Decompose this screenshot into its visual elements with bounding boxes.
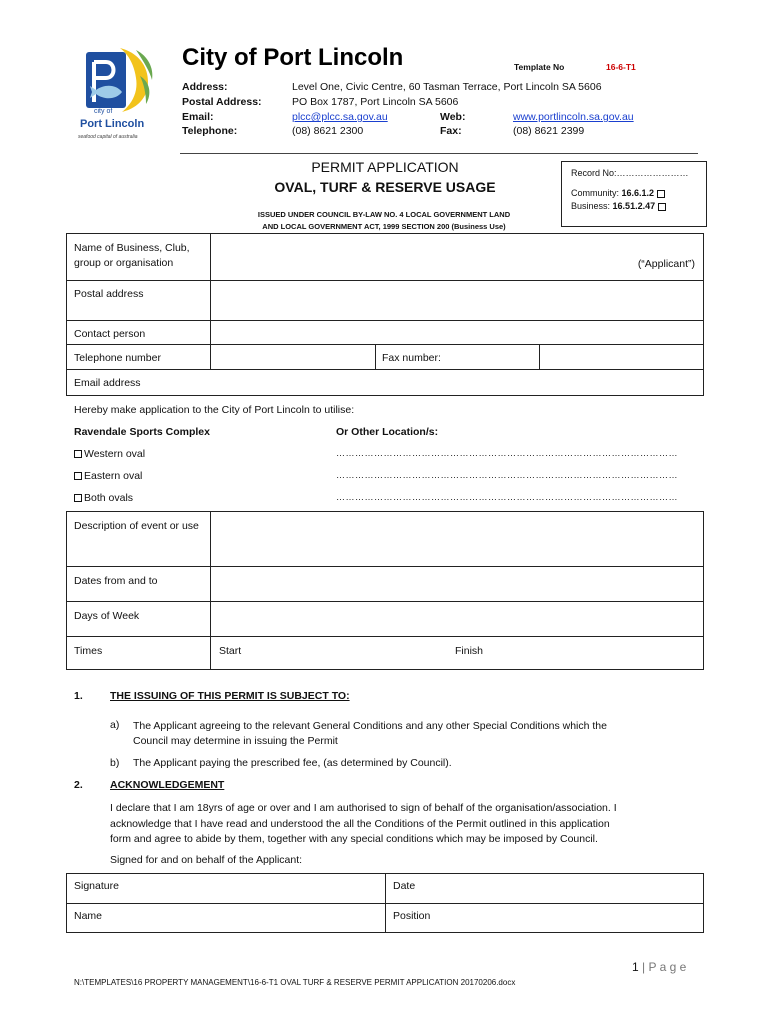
section1-heading: THE ISSUING OF THIS PERMIT IS SUBJECT TO: — [110, 690, 350, 702]
position-field[interactable]: Position — [393, 910, 431, 922]
condition-a-line2: Council may determine in issuing the Permit — [133, 735, 338, 747]
header-divider — [180, 153, 698, 154]
signed-on-behalf: Signed for and on behalf of the Applicant: — [110, 854, 303, 866]
business-number: 16.51.2.47 — [612, 201, 656, 211]
footer-path: N:\TEMPLATES\16 PROPERTY MANAGEMENT\16-6-T1 OVAL TURF & RESERVE PERMIT APPLICATION 20170206.docx — [74, 978, 516, 987]
acknowledgement-text — [110, 801, 700, 848]
community-checkbox[interactable] — [657, 190, 665, 198]
ravendale-heading: Ravendale Sports Complex — [74, 426, 210, 438]
council-title: City of Port Lincoln — [182, 44, 404, 71]
acknowledgement-line1: I declare that I am 18yrs of age or over and I am authorised to sign of behalf of the organisation/association. I — [110, 802, 617, 814]
application-intro: Hereby make application to the City of Port Lincoln to utilise: — [74, 404, 355, 416]
applicant-label: (“Applicant”) — [637, 258, 695, 270]
date-field[interactable]: Date — [393, 880, 416, 892]
description-field[interactable] — [211, 513, 703, 565]
condition-b-text: The Applicant paying the prescribed fee, (as determined by Council). — [133, 757, 452, 769]
section1-number: 1. — [74, 690, 83, 702]
acknowledgement-line3: form and agree to abide by them, together with any special conditions which may be imposed by Council. — [110, 833, 598, 845]
western-oval-label: Western oval — [84, 448, 146, 460]
permit-title — [230, 157, 540, 197]
acknowledgement-line2: acknowledge that I have read and understood the all the Conditions of the Permit outlined in this application — [110, 817, 610, 830]
logo-emblem — [74, 42, 164, 114]
condition-a-line1: The Applicant agreeing to the relevant General Conditions and any other Special Conditions which the — [133, 720, 607, 732]
description-label: Description of event or use — [74, 520, 199, 532]
address-value: Level One, Civic Centre, 60 Tasman Terrace, Port Lincoln SA 5606 — [292, 81, 602, 93]
logo-text-2: Port Lincoln — [80, 118, 145, 130]
telephone-value: (08) 8621 2300 — [292, 125, 364, 137]
times-label: Times — [74, 645, 103, 657]
email-label: Email: — [182, 111, 214, 123]
name-field[interactable]: Name — [74, 910, 103, 922]
community-number: 16.6.1.2 — [621, 188, 655, 198]
issued-line2: AND LOCAL GOVERNMENT ACT, 1999 SECTION 200 (Business Use) — [262, 222, 506, 231]
address-label: Address: — [182, 81, 228, 93]
community-label: Community: — [571, 188, 620, 198]
email-address-field[interactable] — [211, 370, 703, 395]
issued-line1: ISSUED UNDER COUNCIL BY-LAW NO. 4 LOCAL GOVERNMENT LAND — [257, 210, 511, 219]
fax-label: Fax: — [440, 125, 462, 137]
council-logo — [74, 42, 164, 152]
issued-under-text — [228, 209, 540, 233]
web-label: Web: — [440, 111, 466, 123]
fax-number-field[interactable] — [540, 345, 703, 368]
email-link[interactable]: plcc@plcc.sa.gov.au — [292, 111, 388, 123]
condition-b-marker: b) — [110, 757, 120, 769]
dates-field[interactable] — [211, 567, 703, 600]
contact-person-field[interactable] — [211, 321, 703, 343]
community-record — [571, 187, 697, 200]
email-address-label: Email address — [74, 377, 141, 389]
web-link[interactable]: www.portlincoln.sa.gov.au — [513, 111, 634, 123]
both-ovals-label: Both ovals — [84, 492, 134, 504]
condition-a-text — [133, 719, 698, 749]
western-oval-option[interactable] — [74, 448, 145, 460]
logo-text-1: city of — [94, 108, 113, 115]
eastern-oval-checkbox[interactable] — [74, 472, 82, 480]
section2-heading: ACKNOWLEDGEMENT — [110, 779, 225, 791]
record-box — [561, 161, 707, 227]
start-time-field[interactable]: Start — [219, 645, 242, 657]
permit-title-line1: PERMIT APPLICATION — [311, 159, 459, 175]
days-of-week-label: Days of Week — [74, 610, 140, 622]
contact-person-label: Contact person — [74, 328, 146, 340]
fax-number-label: Fax number: — [382, 352, 441, 364]
business-name-label: Name of Business, Club, group or organisation — [74, 242, 190, 269]
business-label: Business: — [571, 201, 611, 211]
business-checkbox[interactable] — [658, 203, 666, 211]
other-location-heading: Or Other Location/s: — [336, 426, 439, 438]
signature-field[interactable]: Signature — [74, 880, 119, 892]
page-number-value: 1 — [632, 960, 639, 974]
both-ovals-checkbox[interactable] — [74, 494, 82, 502]
telephone-number-label: Telephone number — [74, 352, 161, 364]
logo-text-3: seafood capital of australia — [78, 134, 138, 140]
section2-number: 2. — [74, 779, 83, 791]
event-table — [66, 511, 704, 670]
other-location-line-3[interactable]: ……………………………………………………………………………………………… — [336, 492, 678, 502]
condition-a-marker: a) — [110, 719, 120, 731]
template-label: Template No — [514, 62, 565, 72]
applicant-table — [66, 233, 704, 396]
business-record — [571, 200, 697, 213]
dates-label: Dates from and to — [74, 575, 158, 587]
postal-address-value: PO Box 1787, Port Lincoln SA 5606 — [292, 96, 459, 108]
eastern-oval-label: Eastern oval — [84, 470, 143, 482]
telephone-number-field[interactable] — [211, 345, 374, 368]
permit-title-line2: OVAL, TURF & RESERVE USAGE — [274, 179, 496, 195]
eastern-oval-option[interactable] — [74, 470, 142, 482]
record-number-label: Record No:…………………… — [571, 168, 689, 178]
western-oval-checkbox[interactable] — [74, 450, 82, 458]
signature-table — [66, 873, 704, 933]
postal-address-label: Postal Address: — [182, 96, 262, 108]
postal-address-field-label: Postal address — [74, 288, 144, 300]
other-location-line-2[interactable]: ……………………………………………………………………………………………… — [336, 470, 678, 480]
page-number: 1 | P a g e — [632, 960, 687, 974]
telephone-label: Telephone: — [182, 125, 238, 137]
fax-value: (08) 8621 2399 — [513, 125, 585, 137]
other-location-line-1[interactable]: ……………………………………………………………………………………………… — [336, 448, 678, 458]
postal-address-field[interactable] — [211, 281, 703, 319]
days-of-week-field[interactable] — [211, 602, 703, 635]
template-number: 16-6-T1 — [606, 62, 636, 72]
business-name-field[interactable] — [211, 235, 703, 279]
page-word: P a g e — [648, 960, 687, 974]
finish-time-field[interactable]: Finish — [455, 645, 484, 657]
both-ovals-option[interactable] — [74, 492, 133, 504]
